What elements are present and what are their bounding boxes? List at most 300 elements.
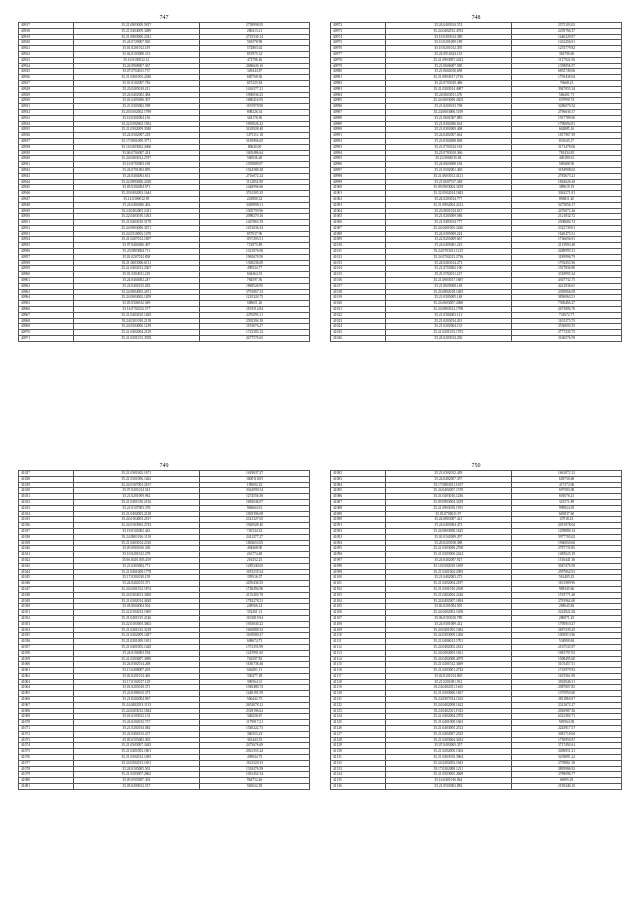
- value-cell: 784597.56: [200, 278, 310, 284]
- cadastral-number-cell: 35.21.0403010.1465: [73, 312, 200, 318]
- value-cell: 646291.11: [200, 668, 310, 674]
- row-index-cell: 40936: [19, 133, 74, 139]
- row-index-cell: 41041: [19, 552, 74, 558]
- value-cell: 417273.06: [512, 482, 622, 488]
- cadastral-number-cell: 35.21.0202009.1304: [385, 749, 512, 755]
- cadastral-number-cell: 35.01.0102007.782: [73, 80, 200, 86]
- value-cell: 2195446.10: [512, 784, 622, 790]
- value-cell: 458944.73: [200, 755, 310, 761]
- cadastral-number-cell: 35.16.0302004.156: [73, 115, 200, 121]
- cadastral-number-cell: 35.21.0203009.586: [385, 214, 512, 220]
- value-cell: 280071.25: [512, 615, 622, 621]
- cadastral-number-cell: 35.21.0201013.3558: [73, 336, 200, 342]
- row-index-cell: 41023: [331, 318, 386, 324]
- value-cell: 1680416.95: [200, 98, 310, 104]
- value-cell: 896811.20: [512, 196, 622, 202]
- row-index-cell: 40990: [331, 127, 386, 133]
- page-number: 748: [471, 15, 481, 21]
- cadastral-number-cell: 35.24.0401003.2446: [385, 225, 512, 231]
- cadastral-number-cell: 35.24.0403014.574: [385, 23, 512, 29]
- value-cell: 566442.75: [200, 697, 310, 703]
- cadastral-number-cell: 35.21.0201001.912: [385, 679, 512, 685]
- cadastral-number-cell: 35.21.0402007.2325: [385, 731, 512, 737]
- value-cell: 2716072.24: [200, 173, 310, 179]
- value-cell: 1661072.12: [512, 471, 622, 477]
- value-cell: 1195512.84: [200, 307, 310, 313]
- row-index-cell: 41127: [331, 731, 386, 737]
- row-index-cell: 41065: [19, 691, 74, 697]
- row-index-cell: 41087: [331, 499, 386, 505]
- cadastral-number-cell: 35.07.0704011.737: [73, 69, 200, 75]
- row-index-cell: 40973: [331, 28, 386, 34]
- page-number: 750: [471, 463, 481, 469]
- cadastral-number-cell: 35.15.0408007.203: [73, 668, 200, 674]
- cadastral-number-cell: 35.24.0402008.1622: [385, 702, 512, 708]
- cadastral-number-cell: 35.21.0401003.2340: [73, 75, 200, 81]
- cadastral-number-cell: 35.24.0204012.737: [73, 720, 200, 726]
- row-index-cell: 41029: [19, 482, 74, 488]
- row-index-cell: 41026: [331, 336, 386, 342]
- value-cell: 3185966.65: [200, 138, 310, 144]
- value-cell: 1663888.52: [200, 627, 310, 633]
- row-index-cell: 40940: [19, 156, 74, 162]
- cadastral-number-cell: 35.24.0403014.273: [385, 260, 512, 266]
- row-index-cell: 41024: [331, 324, 386, 330]
- value-cell: 47918.23: [512, 517, 622, 523]
- value-cell: 608674.73: [200, 639, 310, 645]
- ledger-body: [331, 23, 622, 342]
- cadastral-number-cell: 35.23.0703010.366: [385, 150, 512, 156]
- cadastral-number-cell: 35.24.0402012.4763: [385, 28, 512, 34]
- cadastral-number-cell: 35.23.0601014.637: [385, 208, 512, 214]
- row-index-cell: 40988: [331, 115, 386, 121]
- row-index-cell: 41112: [331, 644, 386, 650]
- cadastral-number-cell: 35.22.0203009.667: [385, 237, 512, 243]
- row-index-cell: 40930: [19, 98, 74, 104]
- value-cell: 691076.21: [512, 494, 622, 500]
- cadastral-number-cell: 35.21.0201013.1703: [385, 330, 512, 336]
- cadastral-number-cell: 35.24.0302014.268: [73, 662, 200, 668]
- row-index-cell: 40941: [19, 162, 74, 168]
- cadastral-number-cell: 35.21.0403014.777: [385, 220, 512, 226]
- row-index-cell: 41083: [331, 476, 386, 482]
- value-cell: 3717492.61: [512, 743, 622, 749]
- cadastral-number-cell: 35.16.0401016.062: [385, 778, 512, 784]
- value-cell: 929564.58: [512, 720, 622, 726]
- value-cell: 2476595.11: [200, 312, 310, 318]
- cadastral-number-cell: 35.21.0302006.634: [385, 121, 512, 127]
- row-index-cell: 41091: [331, 523, 386, 529]
- row-index-cell: 41099: [331, 569, 386, 575]
- cadastral-number-cell: 35.24.0403001.225: [385, 243, 512, 249]
- cadastral-number-cell: 35.21.0202004.2187: [385, 581, 512, 587]
- cadastral-number-cell: 35.21.0603012.4121: [385, 173, 512, 179]
- row-index-cell: 40952: [19, 225, 74, 231]
- row-index-cell: 41001: [331, 191, 386, 197]
- row-index-cell: 41068: [19, 708, 74, 714]
- row-index-cell: 40996: [331, 162, 386, 168]
- cadastral-number-cell: 35.22.0502014.1843: [385, 191, 512, 197]
- row-index-cell: 40928: [19, 86, 74, 92]
- row-index-cell: 40983: [331, 86, 386, 92]
- cadastral-number-cell: 35.02.0201014.465: [73, 673, 200, 679]
- row-index-cell: 41098: [331, 563, 386, 569]
- row-index-cell: 41095: [331, 546, 386, 552]
- row-index-cell: 40933: [19, 115, 74, 121]
- cadastral-number-cell: 35.21.0301002.1671: [73, 471, 200, 477]
- cadastral-number-cell: 35.24.0702013.2736: [385, 254, 512, 260]
- cadastral-number-cell: 35.24.0402005.2411: [73, 208, 200, 214]
- cadastral-number-cell: 35.21.0203006.1827: [385, 691, 512, 697]
- row-index-cell: 41033: [19, 505, 74, 511]
- value-cell: 3047476.50: [512, 563, 622, 569]
- ledger-body: [331, 471, 622, 790]
- value-cell: 2686626.16: [200, 63, 310, 69]
- value-cell: 341571.89: [512, 499, 622, 505]
- row-index-cell: 40966: [19, 307, 74, 313]
- cadastral-number-cell: 35.21.0305005.148: [385, 295, 512, 301]
- cadastral-number-cell: 35.24.0402002.1458: [385, 610, 512, 616]
- row-index-cell: 41076: [19, 755, 74, 761]
- cadastral-number-cell: 35.21.0401003.1601: [73, 749, 200, 755]
- row-index-cell: 40975: [331, 40, 386, 46]
- value-cell: 2061355.24: [200, 749, 310, 755]
- row-index-cell: 41113: [331, 650, 386, 656]
- value-cell: 1636736.46: [200, 662, 310, 668]
- cadastral-number-cell: 35.21.0503005.2668: [385, 772, 512, 778]
- value-cell: 2087007.83: [512, 685, 622, 691]
- value-cell: 920632.39: [200, 784, 310, 790]
- row-index-cell: 41122: [331, 702, 386, 708]
- row-index-cell: 41053: [19, 621, 74, 627]
- cadastral-number-cell: 35.24.0107003.2167: [73, 482, 200, 488]
- row-index-cell: 41102: [331, 586, 386, 592]
- value-cell: 76668.23: [512, 80, 622, 86]
- value-cell: 662885.16: [512, 127, 622, 133]
- cadastral-number-cell: 35.10.0303014.389: [385, 34, 512, 40]
- row-index-cell: 41010: [331, 243, 386, 249]
- cadastral-number-cell: 35.24.0305009.224: [385, 231, 512, 237]
- row-index-cell: 41004: [331, 208, 386, 214]
- cadastral-number-cell: 35.21.0903007.2423: [385, 57, 512, 63]
- value-cell: 2597062.91: [512, 569, 622, 575]
- value-cell: 2289995.31: [512, 249, 622, 255]
- value-cell: 2508684.74: [512, 220, 622, 226]
- value-cell: 2592394.18: [200, 318, 310, 324]
- value-cell: 831645.17: [512, 138, 622, 144]
- cadastral-number-cell: 35.05.0306012.949: [73, 301, 200, 307]
- row-index-cell: 40963: [19, 289, 74, 295]
- cadastral-number-cell: 35.21.0503002.882: [385, 784, 512, 790]
- row-index-cell: 40935: [19, 127, 74, 133]
- cadastral-number-cell: 35.24.0402013.371: [73, 581, 200, 587]
- cadastral-number-cell: 35.21.0203007.3690: [73, 656, 200, 662]
- ledger-table: [18, 470, 310, 790]
- cadastral-number-cell: 35.23.0803004.711: [73, 249, 200, 255]
- row-index-cell: 40962: [19, 283, 74, 289]
- row-index-cell: 40927: [19, 80, 74, 86]
- value-cell: 1195676.27: [200, 324, 310, 330]
- page-750: [330, 462, 622, 790]
- row-index-cell: 41015: [331, 272, 386, 278]
- value-cell: 1795910.27: [512, 621, 622, 627]
- cadastral-number-cell: 35.01.0405006.307: [73, 98, 200, 104]
- value-cell: 2673006.70: [512, 307, 622, 313]
- cadastral-number-cell: 35.22.0402013.282: [73, 283, 200, 289]
- value-cell: 3318895.34: [512, 272, 622, 278]
- row-index-cell: 41115: [331, 662, 386, 668]
- cadastral-number-cell: 35.24.0301009.412: [385, 621, 512, 627]
- row-index-cell: 40947: [19, 196, 74, 202]
- row-index-cell: 41086: [331, 494, 386, 500]
- cadastral-number-cell: 35.07.0402006.497: [73, 243, 200, 249]
- row-index-cell: 41009: [331, 237, 386, 243]
- cadastral-number-cell: 35.24.0402002.2612: [385, 644, 512, 650]
- row-index-cell: 40957: [19, 254, 74, 260]
- row-index-cell: 41048: [19, 592, 74, 598]
- row-index-cell: 41092: [331, 528, 386, 534]
- row-index-cell: 41060: [19, 662, 74, 668]
- row-index-cell: 40953: [19, 231, 74, 237]
- value-cell: 3530693.55: [512, 324, 622, 330]
- row-index-cell: 41114: [331, 656, 386, 662]
- row-index-cell: 41134: [331, 772, 386, 778]
- cadastral-number-cell: 35.21.0304003.121: [385, 312, 512, 318]
- cadastral-number-cell: 35.24.0402007.1578: [385, 488, 512, 494]
- row-index-cell: 41100: [331, 575, 386, 581]
- cadastral-number-cell: 35.24.0802018.1405: [385, 289, 512, 295]
- value-cell: 494468.90: [200, 546, 310, 552]
- cadastral-number-cell: 35.24.0908007.367: [73, 63, 200, 69]
- row-index-cell: 41088: [331, 505, 386, 511]
- cadastral-number-cell: 35.21.0403005.2512: [385, 726, 512, 732]
- row-index-cell: 40929: [19, 92, 74, 98]
- cadastral-number-cell: 35.02.0201004.505: [385, 604, 512, 610]
- cadastral-number-cell: 35.24.0603007.2060: [385, 301, 512, 307]
- value-cell: 1358856.57: [512, 63, 622, 69]
- cadastral-number-cell: 35.21.0202014.382: [73, 726, 200, 732]
- row-index-cell: 40961: [19, 278, 74, 284]
- value-cell: 3363271.81: [512, 191, 622, 197]
- page-749: [18, 462, 310, 790]
- cadastral-number-cell: 35.07.0201014.541: [73, 488, 200, 494]
- value-cell: 2318196.62: [200, 708, 310, 714]
- cadastral-number-cell: 35.21.0203006.2424: [385, 552, 512, 558]
- row-index-cell: 40980: [331, 69, 386, 75]
- value-cell: 2738998.05: [200, 23, 310, 29]
- row-index-cell: 40979: [331, 63, 386, 69]
- row-index-cell: 40967: [19, 312, 74, 318]
- cadastral-number-cell: 35.16.0703003.169: [73, 162, 200, 168]
- value-cell: 1793453.56: [512, 260, 622, 266]
- value-cell: 352261.31: [200, 610, 310, 616]
- value-cell: 389619.19: [512, 185, 622, 191]
- row-index-cell: 41072: [19, 731, 74, 737]
- cadastral-number-cell: 35.21.0202004.153: [385, 324, 512, 330]
- value-cell: 2575103.02: [512, 23, 622, 29]
- value-cell: 3947055.34: [512, 86, 622, 92]
- cadastral-number-cell: 35.21.0403013.2367: [73, 266, 200, 272]
- value-cell: 3977703.02: [512, 534, 622, 540]
- cadastral-number-cell: 35.06.0704007.414: [73, 150, 200, 156]
- row-index-cell: 41032: [19, 499, 74, 505]
- value-cell: 566201.71: [512, 92, 622, 98]
- value-cell: 3184908.02: [512, 167, 622, 173]
- ledger-table: [18, 22, 310, 342]
- table-row: [19, 336, 310, 342]
- value-cell: 2245817.57: [512, 726, 622, 732]
- row-index-cell: 41046: [19, 581, 74, 587]
- value-cell: 3761305.35: [200, 191, 310, 197]
- cadastral-number-cell: 35.24.0801016.1118: [73, 534, 200, 540]
- value-cell: 3275856.17: [512, 202, 622, 208]
- cadastral-number-cell: 35.24.0402013.1113: [73, 702, 200, 708]
- row-index-cell: 40991: [331, 133, 386, 139]
- cadastral-number-cell: 35.21.0402004.2426: [385, 592, 512, 598]
- value-cell: 2697239.25: [512, 627, 622, 633]
- row-index-cell: 40968: [19, 318, 74, 324]
- value-cell: 763434.65: [512, 150, 622, 156]
- cadastral-number-cell: 35.21.0401015.2146: [73, 615, 200, 621]
- row-index-cell: 40984: [331, 92, 386, 98]
- row-index-cell: 40982: [331, 80, 386, 86]
- row-index-cell: 41050: [19, 604, 74, 610]
- row-index-cell: 41047: [19, 586, 74, 592]
- row-index-cell: 41135: [331, 778, 386, 784]
- cadastral-number-cell: 35.21.0203014.431: [385, 318, 512, 324]
- row-index-cell: 41056: [19, 639, 74, 645]
- table-row: [331, 784, 622, 790]
- value-cell: 1432456.01: [512, 40, 622, 46]
- cadastral-number-cell: 35.23.0304008.838: [385, 138, 512, 144]
- row-index-cell: 41006: [331, 220, 386, 226]
- cadastral-number-cell: 35.05.0302004.971: [73, 185, 200, 191]
- cadastral-number-cell: 35.17.0803011.1037: [385, 482, 512, 488]
- cadastral-number-cell: 35.21.0201004.2095: [385, 569, 512, 575]
- value-cell: 1255779.82: [512, 46, 622, 52]
- page-number: 747: [159, 15, 169, 21]
- value-cell: 1440229.97: [512, 34, 622, 40]
- value-cell: 1299880.14: [512, 528, 622, 534]
- row-index-cell: 41045: [19, 575, 74, 581]
- cadastral-number-cell: 35.21.0401008.1663: [385, 720, 512, 726]
- value-cell: 1722303.12: [200, 330, 310, 336]
- row-index-cell: 41020: [331, 301, 386, 307]
- cadastral-number-cell: 35.24.0803007.421: [385, 517, 512, 523]
- value-cell: 3789096.77: [512, 772, 622, 778]
- value-cell: 2781962.68: [512, 598, 622, 604]
- value-cell: 1695046.07: [200, 499, 310, 505]
- cadastral-number-cell: 35.21.0403010.1236: [385, 494, 512, 500]
- value-cell: 1102819.94: [200, 615, 310, 621]
- cadastral-number-cell: 35.24.0304006.1218: [73, 324, 200, 330]
- value-cell: 1105375.75: [512, 318, 622, 324]
- value-cell: 1782278.51: [200, 598, 310, 604]
- value-cell: 1995026.22: [200, 121, 310, 127]
- cadastral-number-cell: 35.05.0604004.504: [73, 604, 200, 610]
- value-cell: 1005913.96: [512, 633, 622, 639]
- cadastral-number-cell: 35.24.0803006.3471: [73, 225, 200, 231]
- cadastral-number-cell: 35.24.0201012.1674: [73, 586, 200, 592]
- cadastral-number-cell: 35.21.0403010.3964: [385, 755, 512, 761]
- row-index-cell: 41027: [19, 471, 74, 477]
- cadastral-number-cell: 35.21.0703014.165: [385, 144, 512, 150]
- row-index-cell: 40995: [331, 156, 386, 162]
- row-index-cell: 41052: [19, 615, 74, 621]
- cadastral-number-cell: 35.24.0701003.859: [73, 167, 200, 173]
- row-index-cell: 41039: [19, 540, 74, 546]
- row-index-cell: 40964: [19, 295, 74, 301]
- row-index-cell: 41021: [331, 307, 386, 313]
- row-index-cell: 40981: [331, 75, 386, 81]
- row-index-cell: 41037: [19, 528, 74, 534]
- row-index-cell: 41018: [331, 289, 386, 295]
- row-index-cell: 41130: [331, 749, 386, 755]
- value-cell: 665837.60: [512, 511, 622, 517]
- row-index-cell: 41136: [331, 784, 386, 790]
- value-cell: 2135403.70: [200, 592, 310, 598]
- value-cell: 1112852.90: [200, 179, 310, 185]
- row-index-cell: 41104: [331, 598, 386, 604]
- value-cell: 762597.83: [200, 656, 310, 662]
- row-index-cell: 41129: [331, 743, 386, 749]
- value-cell: 999824.05: [512, 505, 622, 511]
- value-cell: 1003396.08: [200, 511, 310, 517]
- value-cell: 344176.56: [200, 115, 310, 121]
- cadastral-number-cell: 35.02.0103008.313: [73, 51, 200, 57]
- row-index-cell: 40938: [19, 144, 74, 150]
- cadastral-number-cell: 35.22.0306013.373: [73, 691, 200, 697]
- row-index-cell: 41132: [331, 760, 386, 766]
- value-cell: 1475111.18: [200, 133, 310, 139]
- row-index-cell: 41064: [19, 685, 74, 691]
- cadastral-number-cell: 35.21.0402004.2705: [385, 714, 512, 720]
- value-cell: 80640.00: [200, 144, 310, 150]
- cadastral-number-cell: 35.21.0503007.3445: [73, 743, 200, 749]
- value-cell: 3081710.04: [512, 731, 622, 737]
- row-index-cell: 41131: [331, 755, 386, 761]
- value-cell: 1965670.50: [200, 254, 310, 260]
- row-index-cell: 40922: [19, 51, 74, 57]
- value-cell: 2759861.56: [512, 760, 622, 766]
- cadastral-number-cell: 35.05.0903016.338: [73, 546, 200, 552]
- cadastral-number-cell: 35.24.0304013.3400: [73, 592, 200, 598]
- value-cell: 857037.96: [200, 231, 310, 237]
- value-cell: 1179917.21: [200, 720, 310, 726]
- value-cell: 190692.23: [200, 482, 310, 488]
- cadastral-number-cell: 35.01.0207012.838: [73, 254, 200, 260]
- row-index-cell: 41094: [331, 540, 386, 546]
- row-index-cell: 41049: [19, 598, 74, 604]
- row-index-cell: 41119: [331, 685, 386, 691]
- value-cell: 1519771.40: [512, 592, 622, 598]
- value-cell: 741672.77: [512, 312, 622, 318]
- row-index-cell: 40925: [19, 69, 74, 75]
- row-index-cell: 40971: [19, 336, 74, 342]
- row-index-cell: 41008: [331, 231, 386, 237]
- value-cell: 2476072.26: [512, 208, 622, 214]
- value-cell: 1540222.73: [200, 726, 310, 732]
- row-index-cell: 40920: [19, 40, 74, 46]
- row-index-cell: 41070: [19, 720, 74, 726]
- value-cell: 3239891.22: [512, 755, 622, 761]
- cadastral-number-cell: 35.24.0404003.631: [73, 173, 200, 179]
- cadastral-number-cell: 35.21.0502001.465: [385, 167, 512, 173]
- cadastral-number-cell: 35.22.0104012.1005: [73, 610, 200, 616]
- value-cell: 3502946.31: [512, 679, 622, 685]
- row-index-cell: 40919: [19, 34, 74, 40]
- row-index-cell: 40989: [331, 121, 386, 127]
